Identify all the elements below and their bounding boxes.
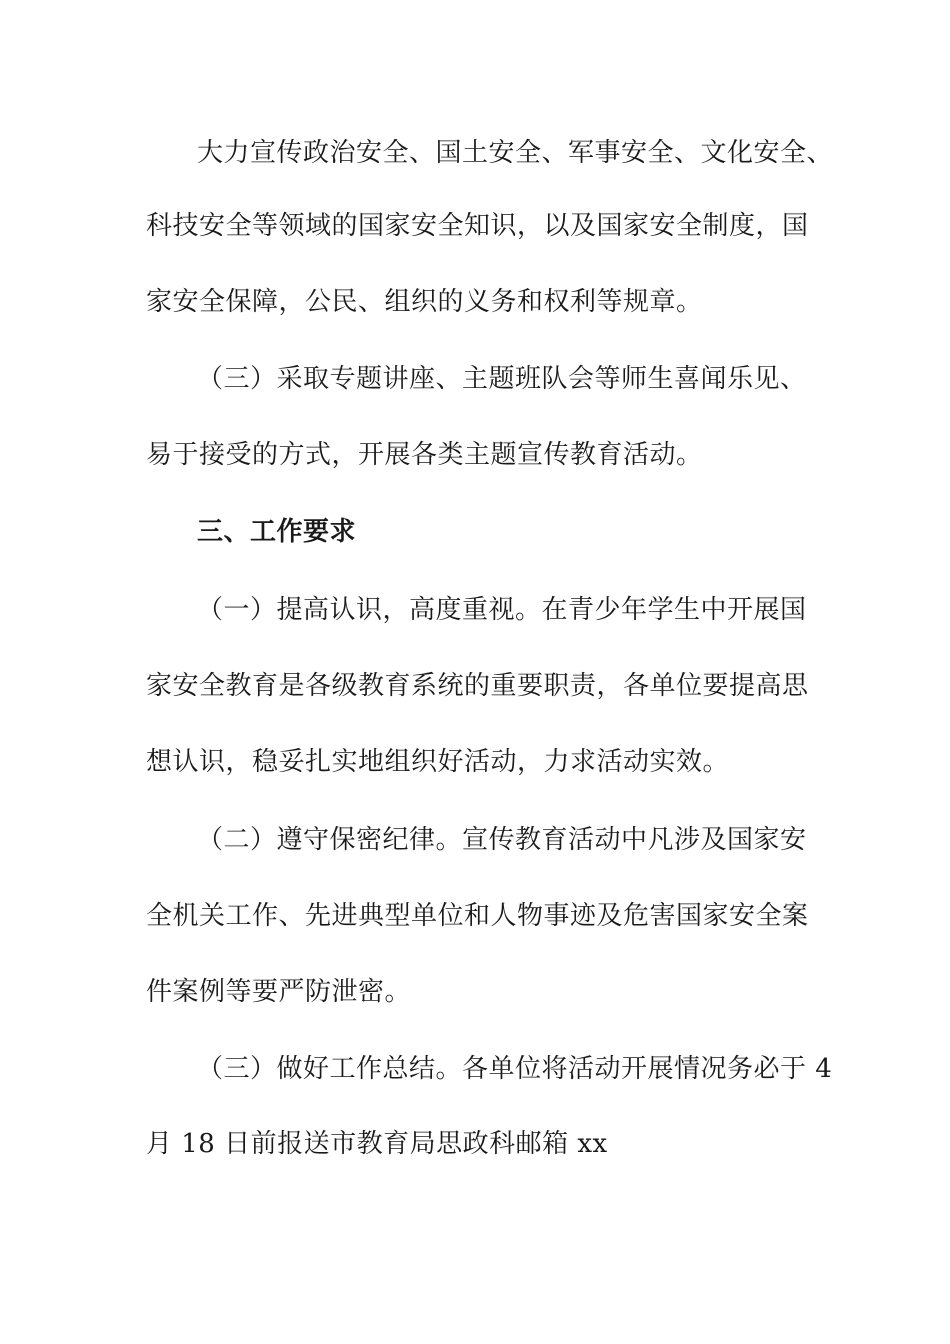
paragraph-line: 想认识，稳妥扎实地组织好活动，力求活动实效。 [146,747,730,777]
paragraph-line: （三）做好工作总结。各单位将活动开展情况务必于 4 [197,1054,833,1084]
paragraph-line: 易于接受的方式，开展各类主题宣传教育活动。 [146,440,703,470]
paragraph-line: 大力宣传政治安全、国土安全、军事安全、文化安全、 [197,138,834,168]
paragraph-line: 家安全教育是各级教育系统的重要职责，各单位要提高思 [146,671,809,701]
paragraph-line: 月 18 日前报送市教育局思政科邮箱 xx [146,1129,608,1159]
paragraph-line: 件案例等要严防泄密。 [146,977,412,1007]
paragraph-line: 科技安全等领域的国家安全知识，以及国家安全制度，国 [146,211,809,241]
paragraph-line: （三）采取专题讲座、主题班队会等师生喜闻乐见、 [197,364,807,394]
paragraph-line: （二）遵守保密纪律。宣传教育活动中凡涉及国家安 [197,825,807,855]
paragraph-line: 全机关工作、先进典型单位和人物事迹及危害国家安全案 [146,901,809,931]
paragraph-line: 家安全保障，公民、组织的义务和权利等规章。 [146,287,703,317]
paragraph-line: （一）提高认识，高度重视。在青少年学生中开展国 [197,595,807,625]
section-heading: 三、工作要求 [197,517,357,547]
